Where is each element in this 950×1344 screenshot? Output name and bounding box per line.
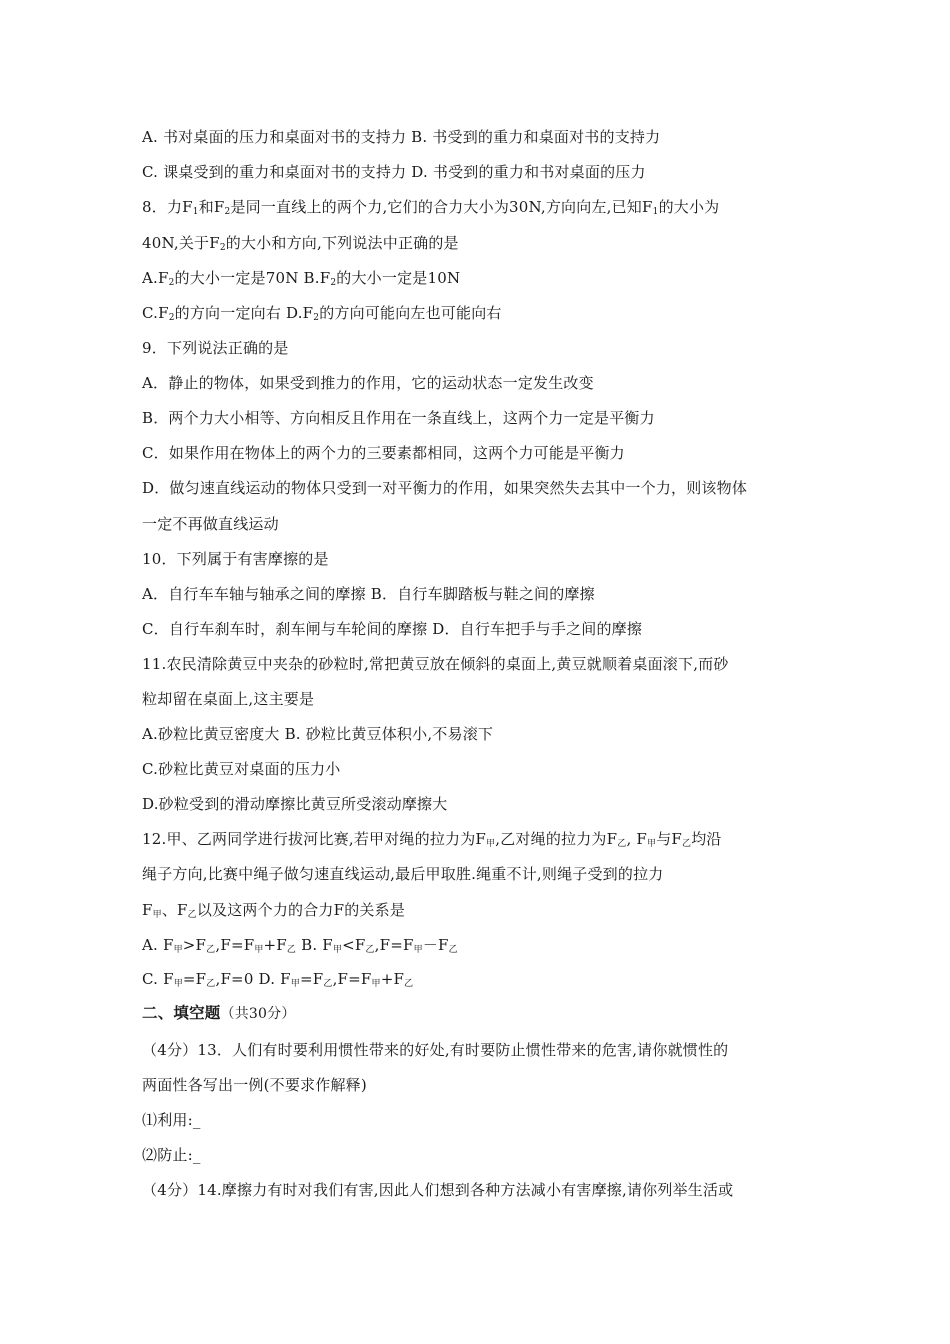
option-line-9d-cont: 一定不再做直线运动 <box>142 515 279 533</box>
question-8-stem-2: 40N,关于$F_2$的大小和方向,下列说法中正确的是 <box>142 234 459 253</box>
option-line-9c: C．如果作用在物体上的两个力的三要素都相同，这两个力可能是平衡力 <box>142 444 625 462</box>
question-12-stem-1: 12.甲、乙两同学进行拔河比赛,若甲对绳的拉力为$F_甲$,乙对绳的拉力为$F_乙$, $F_甲$与$F_乙$均沿 <box>142 830 722 849</box>
question-13-stem-2: 两面性各写出一例(不要求作解释) <box>142 1076 367 1094</box>
option-line-7ab: A. 书对桌面的压力和桌面对书的支持力 B. 书受到的重力和桌面对书的支持力 <box>142 128 661 146</box>
question-11-stem-1: 11.农民清除黄豆中夹杂的砂粒时,常把黄豆放在倾斜的桌面上,黄豆就顺着桌面滚下,而砂 <box>142 655 729 673</box>
option-line-12ab: A. $F_甲>F_乙,F=F_甲+F_乙$ B. $F_甲<F_乙,F=F_甲-F_乙$ <box>142 936 458 955</box>
option-line-11ab: A.砂粒比黄豆密度大 B. 砂粒比黄豆体积小,不易滚下 <box>142 725 494 743</box>
question-12-stem-3: $F_甲$、$F_乙$以及这两个力的合力F的关系是 <box>142 901 406 920</box>
question-12-stem-2: 绳子方向,比赛中绳子做匀速直线运动,最后甲取胜.绳重不计,则绳子受到的拉力 <box>142 865 664 883</box>
option-line-9b: B．两个力大小相等、方向相反且作用在一条直线上，这两个力一定是平衡力 <box>142 409 655 427</box>
question-10-stem: 10．下列属于有害摩擦的是 <box>142 550 329 568</box>
section-heading: 二、填空题（共30分） <box>142 1004 296 1022</box>
option-line-12cd: C. $F_甲=F_乙,F=0$ D. $F_甲=F_乙,F=F_甲+F_乙$ <box>142 970 414 989</box>
option-line-8ab: $A.F_2$的大小一定是70N $B.F_2$的大小一定是10N <box>142 269 461 288</box>
option-line-10cd: C．自行车刹车时，刹车闸与车轮间的摩擦 D．自行车把手与手之间的摩擦 <box>142 620 643 638</box>
question-14-stem: （4分）14.摩擦力有时对我们有害,因此人们想到各种方法减小有害摩擦,请你列举生活或 <box>142 1181 734 1199</box>
answer-line-prevent: ⑵防止:_ <box>142 1146 201 1164</box>
option-line-11d: D.砂粒受到的滑动摩擦比黄豆所受滚动摩擦大 <box>142 795 448 813</box>
question-8-stem-1: 8．力$F_1$和$F_2$是同一直线上的两个力,它们的合力大小为30N,方向向左,已知$F_1$的大小为 <box>142 198 720 217</box>
question-9-stem: 9．下列说法正确的是 <box>142 339 289 357</box>
option-line-9a: A．静止的物体，如果受到推力的作用，它的运动状态一定发生改变 <box>142 374 594 392</box>
option-line-8cd: $C.F_2$的方向一定向右 $D.F_2$的方向可能向左也可能向右 <box>142 304 502 323</box>
option-line-10ab: A．自行车车轴与轴承之间的摩擦 B．自行车脚踏板与鞋之间的摩擦 <box>142 585 595 603</box>
option-line-9d: D．做匀速直线运动的物体只受到一对平衡力的作用，如果突然失去其中一个力，则该物体 <box>142 479 748 497</box>
option-line-11c: C.砂粒比黄豆对桌面的压力小 <box>142 760 341 778</box>
option-line-7cd: C. 课桌受到的重力和桌面对书的支持力 D. 书受到的重力和书对桌面的压力 <box>142 163 646 181</box>
question-13-stem-1: （4分）13．人们有时要利用惯性带来的好处,有时要防止惯性带来的危害,请你就惯性的 <box>142 1041 729 1059</box>
question-11-stem-2: 粒却留在桌面上,这主要是 <box>142 690 315 708</box>
answer-line-use: ⑴利用:_ <box>142 1111 201 1129</box>
